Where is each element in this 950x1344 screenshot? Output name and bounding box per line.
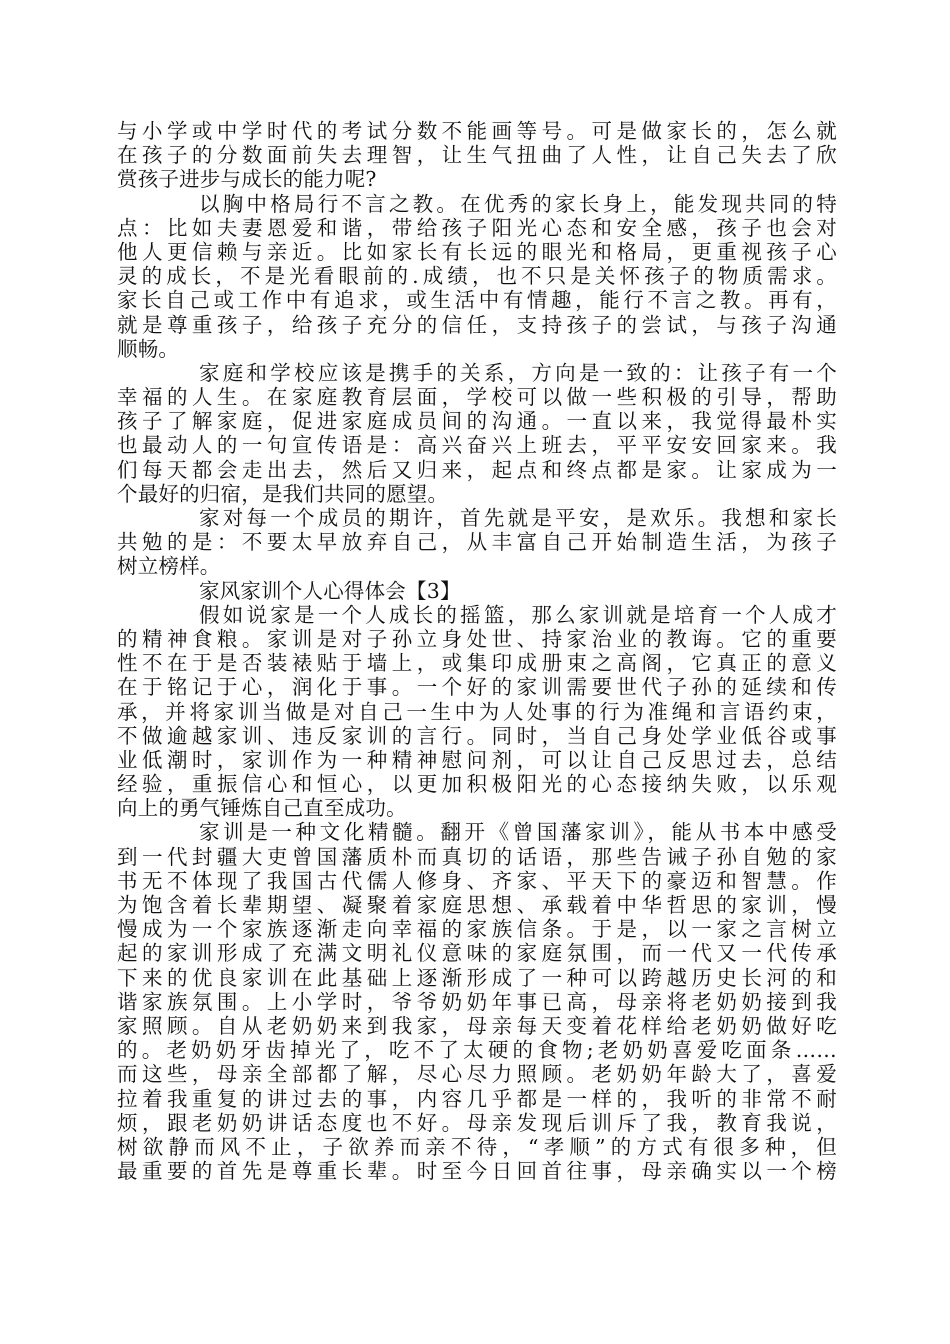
text-line: 树立榜样。	[117, 554, 221, 579]
text-line: 最重要的首先是尊重长辈。时至今日回首往事，母亲确实以一个榜	[117, 1159, 837, 1184]
text-line: 个最好的归宿，是我们共同的愿望。	[117, 481, 449, 506]
text-line: 与小学或中学时代的考试分数不能画等号。可是做家长的，怎么就	[117, 119, 837, 143]
paragraph-first-line: 以胸中格局行不言之教。在优秀的家长身上，能发现共同的特	[199, 191, 837, 216]
text-line: 家长自己或工作中有追求，或生活中有情趣，能行不言之教。再有，	[117, 288, 837, 313]
text-line: 的精神食粮。家训是对子孙立身处世、持家治业的教诲。它的重要	[117, 626, 837, 651]
text-line: 下来的优良家训在此基础上逐渐形成了一种可以跨越历史长河的和	[117, 965, 837, 990]
text-line: 性不在于是否装裱贴于墙上，或集印成册束之高阁，它真正的意义	[117, 651, 837, 676]
paragraph-first-line: 家对每一个成员的期许，首先就是平安，是欢乐。我想和家长	[199, 506, 837, 530]
text-line: 在孩子的分数面前失去理智，让生气扭曲了人性，让自己失去了欣	[117, 143, 837, 168]
text-line: 就是尊重孩子，给孩子充分的信任，支持孩子的尝试，与孩子沟通	[117, 312, 837, 337]
text-line: 为饱含着长辈期望、凝聚着家庭思想、承载着中华哲思的家训，慢	[117, 893, 837, 917]
text-line: 拉着我重复的讲过去的事，内容几乎都是一样的，我听的非常不耐	[117, 1086, 837, 1111]
text-line: 烦，跟老奶奶讲话态度也不好。母亲发现后训斥了我，教育我说，	[117, 1110, 837, 1135]
text-line: 们每天都会走出去，然后又归来，起点和终点都是家。让家成为一	[117, 457, 837, 482]
text-line: 在于铭记于心，润化于事。一个好的家训需要世代子孙的延续和传	[117, 675, 837, 700]
text-line: 不做逾越家训、违反家训的言行。同时，当自己身处学业低谷或事	[117, 723, 837, 748]
text-line: 家照顾。自从老奶奶来到我家，母亲每天变着花样给老奶奶做好吃	[117, 1013, 837, 1038]
text-line: 顺畅。	[117, 336, 180, 361]
text-line: 经验，重振信心和恒心，以更加积极阳光的心态接纳失败，以乐观	[117, 772, 837, 797]
paragraph-first-line: 家庭和学校应该是携手的关系，方向是一致的：让孩子有一个	[199, 360, 837, 385]
document-body	[117, 119, 837, 1183]
paragraph-first-line: 家训是一种文化精髓。翻开《曾国藩家训》，能从书本中感受	[199, 820, 837, 845]
text-line: 起的家训形成了充满文明礼仪意味的家庭氛围，而一代又一代传承	[117, 941, 837, 966]
text-line: 树欲静而风不止，子欲养而亲不待，“孝顺”的方式有很多种，但	[117, 1134, 837, 1159]
text-line: 而这些，母亲全部都了解，尽心尽力照顾。老奶奶年龄大了，喜爱	[117, 1062, 837, 1087]
paragraph-first-line: 家风家训个人心得体会【3】	[199, 578, 461, 603]
text-line: 幸福的人生。在家庭教育层面，学校可以做一些积极的引导，帮助	[117, 385, 837, 410]
text-line: 他人更信赖与亲近。比如家长有长远的眼光和格局，更重视孩子心	[117, 239, 837, 264]
text-line: 承，并将家训当做是对自己一生中为人处事的行为准绳和言语约束，	[117, 699, 837, 724]
document-page	[117, 119, 837, 1183]
text-line: 业低潮时，家训作为一种精神慰问剂，可以让自己反思过去，总结	[117, 747, 837, 772]
text-line: 点：比如夫妻恩爱和谐，带给孩子阳光心态和安全感，孩子也会对	[117, 215, 837, 240]
text-line: 灵的成长，不是光看眼前的.成绩，也不只是关怀孩子的物质需求。	[117, 264, 837, 289]
text-line: 书无不体现了我国古代儒人修身、齐家、平天下的豪迈和智慧。作	[117, 868, 837, 893]
text-line: 也最动人的一句宣传语是：高兴奋兴上班去，平平安安回家来。我	[117, 433, 837, 458]
text-line: 谐家族氛围。上小学时，爷爷奶奶年事已高，母亲将老奶奶接到我	[117, 989, 837, 1014]
text-line: 慢成为一个家族逐渐走向幸福的家族信条。于是，以一家之言树立	[117, 917, 837, 942]
text-line: 到一代封疆大吏曾国藩质朴而真切的话语，那些告诫子孙自勉的家	[117, 844, 837, 869]
text-line: 向上的勇气锤炼自己直至成功。	[117, 796, 407, 821]
text-line: 的。老奶奶牙齿掉光了，吃不了太硬的食物;老奶奶喜爱吃面条……	[117, 1038, 837, 1063]
text-line: 孩子了解家庭，促进家庭成员间的沟通。一直以来，我觉得最朴实	[117, 409, 837, 434]
text-line: 赏孩子进步与成长的能力呢?	[117, 167, 377, 192]
text-line: 共勉的是：不要太早放弃自己，从丰富自己开始制造生活，为孩子	[117, 530, 837, 555]
paragraph-first-line: 假如说家是一个人成长的摇篮，那么家训就是培育一个人成才	[199, 602, 837, 627]
